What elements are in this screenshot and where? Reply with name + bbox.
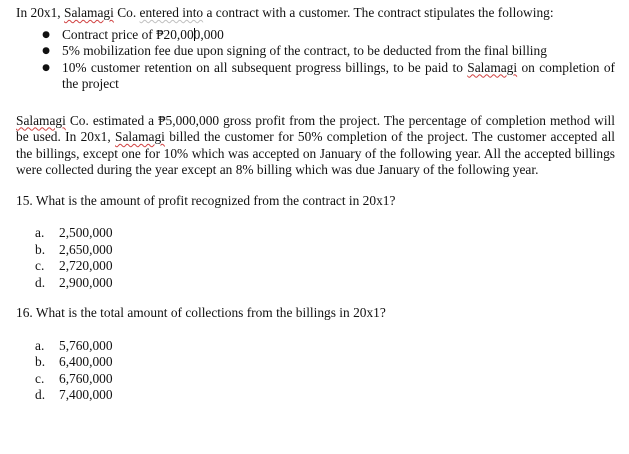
bullet-text-rest: on completion of the project xyxy=(62,59,615,91)
choice-item[interactable] xyxy=(35,371,615,388)
choice-letter: d. xyxy=(35,387,46,402)
list-item xyxy=(38,27,615,44)
intro-suffix: a contract with a customer. The contract stipulates the following: xyxy=(206,5,554,20)
choice-item[interactable] xyxy=(35,225,615,242)
choice-item[interactable] xyxy=(35,258,615,275)
intro-middle: Co. xyxy=(117,5,137,20)
choice-value: 2,500,000 xyxy=(59,225,113,240)
question-16-choices xyxy=(16,338,615,404)
question-16: 16. What is the total amount of collections from the billings in 20x1? xyxy=(16,305,386,320)
choice-value: 5,760,000 xyxy=(59,337,113,353)
intro-prefix: In 20x1, xyxy=(16,5,61,20)
choice-value: 2,720,000 xyxy=(59,258,113,273)
bullet-icon: ● xyxy=(42,29,50,40)
choice-value: 6,760,000 xyxy=(59,370,113,386)
paragraph-text: billed the customer for 50% completion of the project. The customer accepted all the billings, except one for 10% which was accepted on January of the following year. All the accepted billings were collected during the year except an 8% billing which was due January of the following year. xyxy=(16,129,616,177)
choice-letter: c. xyxy=(35,370,45,386)
paragraph-text: Co. estimated a ₱5,000,000 gross profit from the project. The percentage of completion method will be used. In 20x1, xyxy=(16,112,616,144)
choice-value: 2,900,000 xyxy=(59,274,113,290)
choice-value: 7,400,000 xyxy=(59,387,113,402)
entered-into-phrase: entered into xyxy=(139,5,204,20)
bullet-text: 5% mobilization fee due upon signing of the contract, to be deducted from the final billing xyxy=(62,43,547,58)
choice-item[interactable] xyxy=(35,242,615,259)
choice-item[interactable] xyxy=(35,338,615,355)
choice-letter: b. xyxy=(35,241,46,257)
choice-letter: a. xyxy=(35,337,45,353)
choice-value: 6,400,000 xyxy=(59,354,113,369)
bullet-icon: ● xyxy=(42,62,50,73)
choice-letter: d. xyxy=(35,274,46,290)
choice-letter: b. xyxy=(35,354,46,369)
company-name: Salamagi xyxy=(467,59,518,75)
bullet-text: 10% customer retention on all subsequent progress billings, to be paid to xyxy=(62,59,463,75)
bullet-icon: ● xyxy=(42,46,50,56)
company-name: Salamagi xyxy=(16,112,66,128)
choice-item[interactable] xyxy=(35,354,615,371)
choice-item[interactable] xyxy=(35,387,615,404)
choice-letter: c. xyxy=(35,258,45,273)
bullet-text-rest: 0,000 xyxy=(193,26,224,42)
contract-terms-list xyxy=(16,27,615,93)
choice-item[interactable] xyxy=(35,275,615,292)
estimate-paragraph xyxy=(16,113,615,179)
company-name: Salamagi xyxy=(64,5,114,20)
list-item xyxy=(38,43,615,60)
choice-value: 2,650,000 xyxy=(59,241,113,257)
question-15-choices xyxy=(16,225,615,291)
intro-paragraph xyxy=(16,5,615,22)
list-item xyxy=(38,60,615,93)
bullet-text: Contract price of ₱20,00 xyxy=(62,26,194,42)
question-15: 15. What is the amount of profit recognized from the contract in 20x1? xyxy=(16,192,396,208)
choice-letter: a. xyxy=(35,225,45,240)
company-name: Salamagi xyxy=(115,129,165,144)
